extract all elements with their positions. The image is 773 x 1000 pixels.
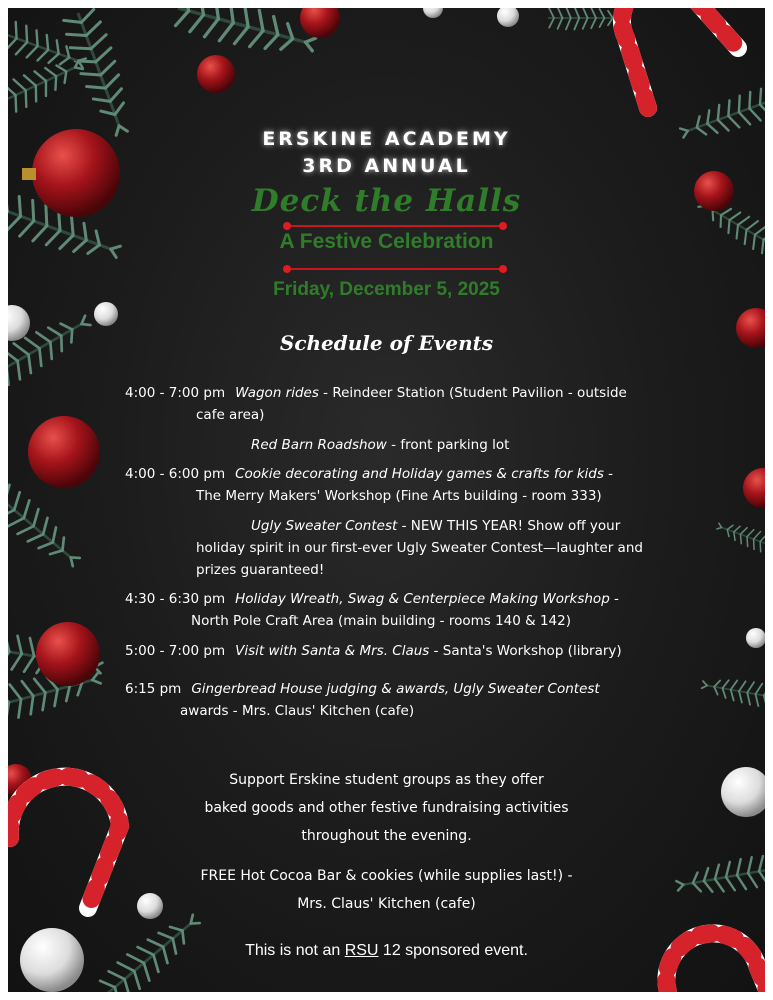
- event-name: Ugly Sweater Contest: [251, 518, 398, 534]
- event-detail: The Merry Makers' Workshop (Fine Arts building - room 333): [196, 488, 602, 504]
- pine-branch-icon: [715, 517, 765, 557]
- red-ornament-icon: [28, 416, 100, 488]
- event-detail: - Santa's Workshop (library): [429, 643, 622, 659]
- white-ornament-icon: [746, 628, 765, 648]
- event-detail: - Reindeer Station (Student Pavilion - outside: [318, 385, 627, 401]
- event-time: 4:00 - 6:00 pm: [125, 466, 226, 482]
- red-ornament-icon: [36, 622, 100, 686]
- disclaimer-text: 12 sponsored event.: [378, 942, 528, 959]
- event-cookie-decorating: [125, 463, 613, 507]
- cocoa-line: FREE Hot Cocoa Bar & cookies (while supplies last!) -: [200, 868, 573, 884]
- event-detail: -: [609, 591, 619, 607]
- event-name: Red Barn Roadshow: [251, 437, 387, 453]
- event-ugly-sweater: [125, 515, 643, 581]
- pine-branch-icon: [700, 673, 765, 709]
- pine-branch-icon: [8, 475, 87, 575]
- event-name: Cookie decorating and Holiday games & crafts for kids: [235, 466, 604, 482]
- event-detail: prizes guaranteed!: [196, 562, 325, 578]
- support-line: throughout the evening.: [301, 828, 472, 844]
- pine-branch-icon: [173, 8, 320, 65]
- event-subtitle: A Festive Celebration: [279, 230, 494, 253]
- event-detail: cafe area): [196, 407, 265, 423]
- event-name: Holiday Wreath, Swag & Centerpiece Making Workshop: [235, 591, 610, 607]
- rsu-link[interactable]: RSU: [344, 942, 379, 959]
- event-wagon-rides: [125, 382, 627, 426]
- red-ornament-icon: [197, 55, 235, 93]
- event-visit-santa: [125, 640, 622, 662]
- disclaimer-text: This is not an: [245, 942, 345, 959]
- event-detail: - NEW THIS YEAR! Show off your: [397, 518, 621, 534]
- event-date: Friday, December 5, 2025: [273, 279, 500, 300]
- support-line: Support Erskine student groups as they offer: [229, 772, 544, 788]
- red-ornament-icon: [300, 8, 340, 38]
- schedule-heading: Schedule of Events: [279, 331, 494, 355]
- candy-cane-icon: [622, 8, 738, 108]
- event-wreath-workshop: [125, 588, 619, 632]
- red-ornament-icon: [743, 468, 765, 508]
- event-name: Visit with Santa & Mrs. Claus: [235, 643, 430, 659]
- event-name: Wagon rides: [235, 385, 319, 401]
- event-time: 6:15 pm: [125, 681, 182, 697]
- divider-bottom: [286, 268, 504, 270]
- white-ornament-icon: [497, 8, 519, 27]
- event-time: 5:00 - 7:00 pm: [125, 643, 226, 659]
- event-time: 4:30 - 6:30 pm: [125, 591, 226, 607]
- event-title: Deck the Halls: [251, 183, 522, 219]
- cocoa-line: Mrs. Claus' Kitchen (cafe): [297, 896, 476, 912]
- disclaimer: [8, 942, 765, 960]
- event-name: Gingerbread House judging & awards, Ugly Sweater Contest: [191, 681, 600, 697]
- divider-top: [286, 225, 504, 227]
- event-detail: - front parking lot: [386, 437, 510, 453]
- cocoa-note: [8, 862, 765, 918]
- event-detail: -: [603, 466, 614, 482]
- support-line: baked goods and other festive fundraising activities: [204, 800, 569, 816]
- white-ornament-icon: [423, 8, 443, 18]
- pine-branch-icon: [60, 8, 139, 140]
- event-detail: awards - Mrs. Claus' Kitchen (cafe): [180, 703, 415, 719]
- white-ornament-icon: [94, 302, 118, 326]
- support-note: [8, 766, 765, 850]
- event-time: 4:00 - 7:00 pm: [125, 385, 226, 401]
- event-red-barn: [251, 434, 509, 456]
- event-gingerbread: [125, 678, 600, 722]
- white-ornament-icon: [20, 928, 84, 992]
- event-detail: holiday spirit in our first-ever Ugly Sweater Contest—laughter and: [196, 540, 643, 556]
- school-name: ERSKINE ACADEMY: [262, 128, 511, 150]
- event-detail: North Pole Craft Area (main building - rooms 140 & 142): [191, 613, 571, 629]
- flyer: [8, 8, 765, 992]
- annual-label: 3RD ANNUAL: [302, 155, 471, 177]
